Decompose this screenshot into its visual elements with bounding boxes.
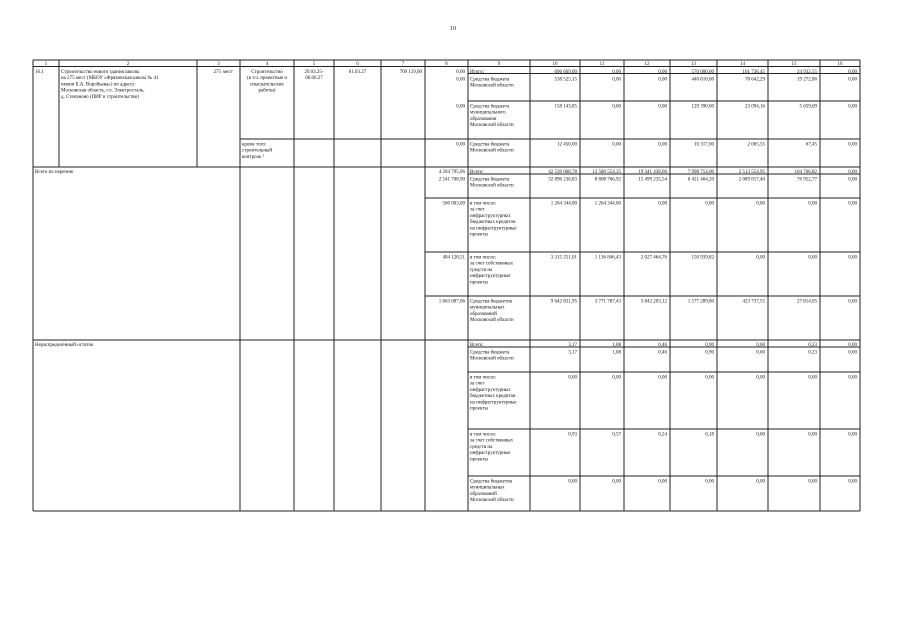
funding-source-line: Средства бюджета — [470, 350, 510, 356]
value-cell-col10: 538 525,15 — [554, 77, 577, 83]
paid-value: 0,00 — [456, 142, 465, 148]
object-name-line: Московская область, г.о. Электросталь, — [61, 88, 145, 94]
capacity-unit: мест — [223, 70, 233, 75]
value-cell-col13: 10 317,00 — [694, 142, 714, 148]
value-cell-col15: 76 952,77 — [797, 177, 817, 183]
value-cell-col16: 0,00 — [848, 177, 857, 183]
value-cell-col15: 24 932,55 — [797, 70, 817, 75]
funding-source-line: инфраструктурных — [470, 387, 511, 393]
value-cell-col14: 78 642,29 — [745, 77, 765, 83]
funding-source-line: Всего: — [470, 170, 484, 175]
total-col8-value: 1 663 087,06 — [438, 299, 465, 305]
total-col8-value: 404 128,51 — [442, 255, 465, 261]
funding-source-line: инфраструктурных — [470, 213, 511, 219]
funding-source-line: бюджетных кредитов — [470, 220, 516, 226]
column-header: 10 — [552, 62, 558, 67]
work-type-line: (в т.ч. проектные и — [246, 76, 288, 82]
value-cell-col12: 2 027 464,76 — [640, 255, 667, 261]
object-name-line: Строительство нового здания школы — [61, 70, 140, 75]
column-header: 13 — [691, 62, 696, 67]
value-cell-col14: 0,00 — [756, 375, 765, 381]
paid-value: 0,00 — [456, 77, 465, 83]
remainder-block-label: Нераспределённый остаток — [35, 343, 94, 348]
value-cell-col11: 1 264 344,00 — [594, 201, 621, 207]
column-header: 6 — [356, 62, 359, 67]
value-cell-col11: 0,00 — [612, 142, 621, 148]
value-cell-col12: 15 499 235,54 — [638, 177, 667, 183]
value-cell-col12: 0,00 — [658, 142, 667, 148]
value-cell-col14: 423 737,55 — [742, 299, 765, 305]
value-cell-col10: 3 315 251,01 — [550, 255, 577, 261]
funding-source-line: Московской области — [470, 83, 514, 89]
value-cell-col15: 0,23 — [808, 350, 817, 356]
value-cell-col10: 696 669,00 — [554, 70, 577, 75]
value-cell-col15: 5 659,69 — [799, 104, 817, 110]
funding-source-line: муниципального — [470, 110, 506, 116]
funding-source-line: за счет собственных — [470, 438, 514, 444]
value-cell-col12: 0,00 — [658, 70, 667, 75]
period-line: 29.03.25- — [304, 70, 324, 75]
row-number: 16.1 — [35, 70, 44, 75]
value-cell-col11: 0,57 — [612, 432, 621, 438]
funding-source-line: средств на — [470, 444, 493, 450]
value-cell-col13: 6 421 464,20 — [687, 177, 714, 183]
funding-source-line: Средства бюджета — [470, 77, 510, 83]
capacity-value: 275 — [213, 70, 221, 75]
funding-source-line: в том числе: — [470, 375, 497, 381]
work-type-line: работы) — [258, 88, 276, 94]
value-cell-col10: 12 450,00 — [557, 142, 577, 148]
value-cell-col15: 0,00 — [808, 255, 817, 261]
value-cell-col15: 67,45 — [805, 142, 817, 148]
value-cell-col16: 0,00 — [848, 201, 857, 207]
value-cell-col11: 0,00 — [612, 104, 621, 110]
value-cell-col16: 0,00 — [848, 255, 857, 261]
funding-source-line: Московской области — [470, 356, 514, 362]
value-cell-col13: 0,00 — [705, 479, 714, 485]
value-cell-col14: 0,60 — [756, 350, 765, 356]
value-cell-col10: 32 896 236,83 — [548, 177, 577, 183]
value-cell-col13: 0,18 — [705, 432, 714, 438]
object-name-line: на 275 мест (МБОУ «Фрязинская школа № 41 — [61, 76, 159, 82]
total-col8-value: 560 003,00 — [442, 201, 465, 207]
value-cell-col14: 0,00 — [756, 479, 765, 485]
column-header: 15 — [791, 62, 797, 67]
value-cell-col11: 0,00 — [612, 375, 621, 381]
funding-source-line: Московской области — [470, 148, 514, 154]
value-cell-col10: 0,93 — [568, 432, 577, 438]
value-cell-col13: 570 000,00 — [691, 70, 714, 75]
value-cell-col10: 9 642 831,95 — [550, 299, 577, 305]
funding-source-line: Средства бюджетов — [470, 479, 512, 485]
funding-source-line: проекты — [470, 457, 488, 463]
value-cell-col16: 0,00 — [848, 432, 857, 438]
funding-source-line: за счет — [470, 381, 485, 387]
funding-source-line: Московской области — [470, 123, 514, 129]
value-cell-col15: 0,23 — [808, 343, 817, 348]
value-cell-col13: 7 998 754,00 — [687, 170, 714, 175]
column-header: 1 — [44, 62, 48, 67]
column-header: 7 — [401, 62, 405, 67]
commissioning-date: 01.03.27 — [348, 70, 367, 75]
value-cell-col11: 12 580 554,35 — [592, 170, 621, 175]
value-cell-col16: 0,00 — [848, 170, 857, 175]
value-cell-col14: 0,60 — [756, 343, 765, 348]
value-cell-col12: 0,00 — [658, 201, 667, 207]
funding-source-line: муниципальных — [470, 485, 505, 491]
paid-value: 0,00 — [456, 70, 465, 75]
value-cell-col15: 0,00 — [808, 479, 817, 485]
funding-source-line: за счет собственных — [470, 261, 514, 267]
column-header: 2 — [126, 62, 130, 67]
value-cell-col15: 0,00 — [808, 432, 817, 438]
funding-source-line: муниципальных — [470, 305, 505, 311]
value-cell-col12: 0,46 — [658, 343, 667, 348]
column-header: 14 — [740, 62, 745, 67]
value-cell-col13: 0,90 — [705, 350, 714, 356]
value-cell-col10: 0,00 — [568, 375, 577, 381]
value-cell-col15: 19 272,86 — [797, 77, 817, 83]
funding-source-line: образования — [470, 116, 497, 122]
funding-source-line: за счет — [470, 207, 485, 213]
object-name-line: имени Б.А. Воробьева») по адресу: — [61, 82, 136, 88]
value-cell-col12: 0,00 — [658, 375, 667, 381]
funding-source-line: образований — [470, 491, 497, 497]
funding-source-line: образований — [470, 311, 497, 317]
funding-source-line: в том числе: — [470, 432, 497, 438]
value-cell-col16: 0,00 — [848, 70, 857, 75]
funding-source-line: Средства бюджета — [470, 177, 510, 183]
value-cell-col14: 101 736,45 — [742, 70, 765, 75]
column-header: 12 — [644, 62, 650, 67]
funding-source-line: Средства бюджета — [470, 142, 510, 148]
value-cell-col13: 129 390,00 — [691, 104, 714, 110]
value-cell-col11: 3 771 787,43 — [594, 299, 621, 305]
column-header: 11 — [599, 62, 605, 67]
column-header: 9 — [497, 62, 501, 67]
value-cell-col12: 19 341 438,66 — [638, 170, 667, 175]
value-cell-col13: 0,00 — [705, 375, 714, 381]
funding-source-line: инфраструктурные — [470, 274, 511, 280]
work-type-line: изыскательские — [250, 82, 284, 88]
column-header: 3 — [217, 62, 220, 67]
funding-source-line: Всего: — [470, 343, 484, 348]
funding-source-line: Средства бюджетов — [470, 299, 512, 305]
value-cell-col10: 42 539 068,78 — [548, 170, 577, 175]
object-cost: 709 119,00 — [399, 70, 422, 75]
construction-control-line: кроме того: — [242, 142, 267, 148]
column-header: 5 — [312, 62, 316, 67]
funding-source-line: Московской области — [470, 183, 514, 189]
value-cell-col11: 0,00 — [612, 479, 621, 485]
value-cell-col15: 0,00 — [808, 201, 817, 207]
funding-source-line: Средства бюджета — [470, 104, 510, 110]
value-cell-col16: 0,00 — [848, 375, 857, 381]
construction-control-line: контроль ³ — [242, 154, 265, 160]
funding-source-line: в том числе: — [470, 201, 497, 207]
funding-source-line: Московской области — [470, 318, 514, 324]
value-cell-col12: 0,00 — [658, 104, 667, 110]
value-cell-col16: 0,00 — [848, 479, 857, 485]
value-cell-col14: 0,00 — [756, 201, 765, 207]
value-cell-col13: 0,00 — [705, 201, 714, 207]
value-cell-col12: 0,46 — [658, 350, 667, 356]
value-cell-col10: 3,17 — [568, 350, 577, 356]
value-cell-col14: 0,00 — [756, 255, 765, 261]
value-cell-col12: 0,24 — [658, 432, 667, 438]
paid-value: 0,00 — [456, 104, 465, 110]
column-header: 4 — [265, 62, 269, 67]
value-cell-col10: 0,00 — [568, 479, 577, 485]
funding-source-line: на инфраструктурные — [470, 226, 517, 232]
period-line: 06.06.27 — [305, 76, 323, 82]
funding-source-line: на инфраструктурные — [470, 400, 517, 406]
column-header: 16 — [837, 62, 843, 67]
value-cell-col16: 0,00 — [848, 77, 857, 83]
column-header: 8 — [445, 62, 448, 67]
funding-source-line: проекты — [470, 280, 488, 286]
value-cell-col12: 0,00 — [658, 77, 667, 83]
funding-source-line: Московской области — [470, 498, 514, 504]
page-number: 10 — [450, 26, 456, 32]
value-cell-col16: 0,00 — [848, 343, 857, 348]
value-cell-col16: 0,00 — [848, 104, 857, 110]
value-cell-col14: 2 065,55 — [747, 142, 765, 148]
total-col8-value: 2 541 708,90 — [438, 177, 465, 183]
value-cell-col14: 2 513 554,95 — [738, 170, 765, 175]
value-cell-col16: 0,00 — [848, 142, 857, 148]
total-block-label: Всего по перечню — [35, 170, 74, 175]
funding-source-line: проекты — [470, 232, 488, 238]
construction-control-line: строительный — [242, 148, 273, 154]
value-cell-col11: 0,00 — [612, 70, 621, 75]
value-cell-col16: 0,00 — [848, 350, 857, 356]
value-cell-col11: 1,08 — [612, 343, 621, 348]
total-col8-value: 4 204 795,96 — [438, 170, 465, 175]
value-cell-col14: 2 089 817,40 — [738, 177, 765, 183]
value-cell-col11: 0,00 — [612, 77, 621, 83]
value-cell-col13: 0,90 — [705, 343, 714, 348]
value-cell-col11: 1 136 846,43 — [594, 255, 621, 261]
value-cell-col13: 1 577 289,80 — [687, 299, 714, 305]
value-cell-col15: 27 814,05 — [797, 299, 817, 305]
funding-source-line: проекты — [470, 406, 488, 412]
funding-source-line: бюджетных кредитов — [470, 394, 516, 400]
value-cell-col12: 0,00 — [658, 479, 667, 485]
object-name-line: д. Степаново (ПИР и строительство) — [61, 94, 139, 100]
value-cell-col12: 3 842 203,12 — [640, 299, 667, 305]
work-type-line: Строительство — [251, 70, 283, 75]
value-cell-col14: 0,00 — [756, 432, 765, 438]
value-cell-col15: 0,00 — [808, 375, 817, 381]
value-cell-col10: 3,17 — [568, 343, 577, 348]
funding-source-line: инфраструктурные — [470, 451, 511, 457]
value-cell-col13: 150 939,82 — [691, 255, 714, 261]
value-cell-col10: 158 143,85 — [554, 104, 577, 110]
value-cell-col11: 8 808 766,92 — [594, 177, 621, 183]
value-cell-col13: 440 610,00 — [691, 77, 714, 83]
funding-source-line: Итого: — [470, 70, 485, 75]
funding-source-line: средств на — [470, 267, 493, 273]
value-cell-col16: 0,00 — [848, 299, 857, 305]
value-cell-col10: 1 264 344,00 — [550, 201, 577, 207]
funding-source-line: в том числе: — [470, 255, 497, 261]
value-cell-col14: 23 094,16 — [745, 104, 765, 110]
value-cell-col15: 104 766,82 — [794, 170, 817, 175]
value-cell-col11: 1,08 — [612, 350, 621, 356]
